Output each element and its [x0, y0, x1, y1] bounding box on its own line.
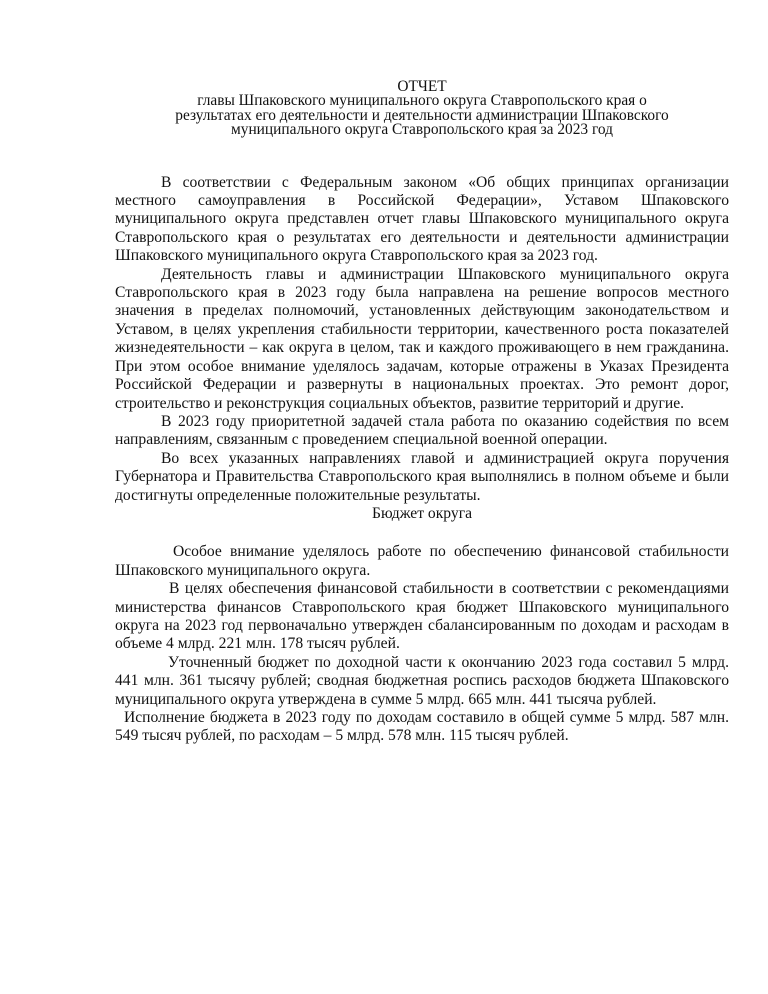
report-subtitle-line-3: муниципального округа Ставропольского края за 2023 год	[231, 121, 613, 139]
section-title-budget: Бюджет округа	[371, 504, 473, 522]
budget-paragraph-2: В целях обеспечения финансовой стабильности в соответствии с рекомендациями министерства финансов Ставропольского края бюджет Шпаковского муниципального округа на 2023 год первоначально утвержден сбалансированным по доходам и расходам в объеме 4 млрд. 221 млн. 178 тысяч рублей.	[115, 580, 729, 653]
report-subtitle-line-1: главы Шпаковского муниципального округа Ставропольского края о	[197, 92, 647, 110]
report-title: ОТЧЕТ	[397, 78, 447, 95]
budget-paragraph-3: Уточненный бюджет по доходной части к окончанию 2023 года составил 5 млрд. 441 млн. 361 тысячу рублей; сводная бюджетная роспись расходов бюджета Шпаковского муниципального округа утверждена в сумме 5 млрд. 665 млн. 441 тысяча рублей.	[115, 653, 729, 708]
paragraph-4: Во всех указанных направлениях главой и администрацией округа поручения Губернатора и Правительства Ставропольского края выполнялись в полном объеме и были достигнуты определенные положительные результаты.	[115, 449, 729, 504]
document-page	[115, 80, 729, 746]
budget-paragraph-4: Исполнение бюджета в 2023 году по доходам составило в общей сумме 5 млрд. 587 млн. 549 тысяч рублей, по расходам – 5 млрд. 578 млн. 115 тысяч рублей.	[115, 709, 729, 745]
budget-paragraph-1: Особое внимание уделялось работе по обеспечению финансовой стабильности Шпаковского муниципального округа.	[115, 543, 729, 579]
paragraph-1: В соответствии с Федеральным законом «Об общих принципах организации местного самоуправления в Российской Федерации», Уставом Шпаковского муниципального округа представлен отчет главы Шпаковского муниципального округа Ставропольского края о результатах его деятельности и деятельности администрации Шпаковского муниципального округа Ставропольского края за 2023 год.	[115, 173, 729, 265]
paragraph-2: Деятельность главы и администрации Шпаковского муниципального округа Ставропольского края в 2023 году была направлена на решение вопросов местного значения в пределах полномочий, установленных действующим законодательством и Уставом, в целях укрепления стабильности территории, качественного роста показателей жизнедеятельности – как округа в целом, так и каждого проживающего в нем гражданина. При этом особое внимание уделялось задачам, которые отражены в Указах Президента Российской Федерации и развернуты в национальных проектах. Это ремонт дорог, строительство и реконструкция социальных объектов, развитие территорий и другие.	[115, 265, 729, 412]
paragraph-3: В 2023 году приоритетной задачей стала работа по оказанию содействия по всем направлениям, связанным с проведением специальной военной операции.	[115, 412, 729, 449]
report-header	[115, 80, 729, 138]
report-subtitle-line-2: результатах его деятельности и деятельности администрации Шпаковского	[175, 106, 669, 124]
